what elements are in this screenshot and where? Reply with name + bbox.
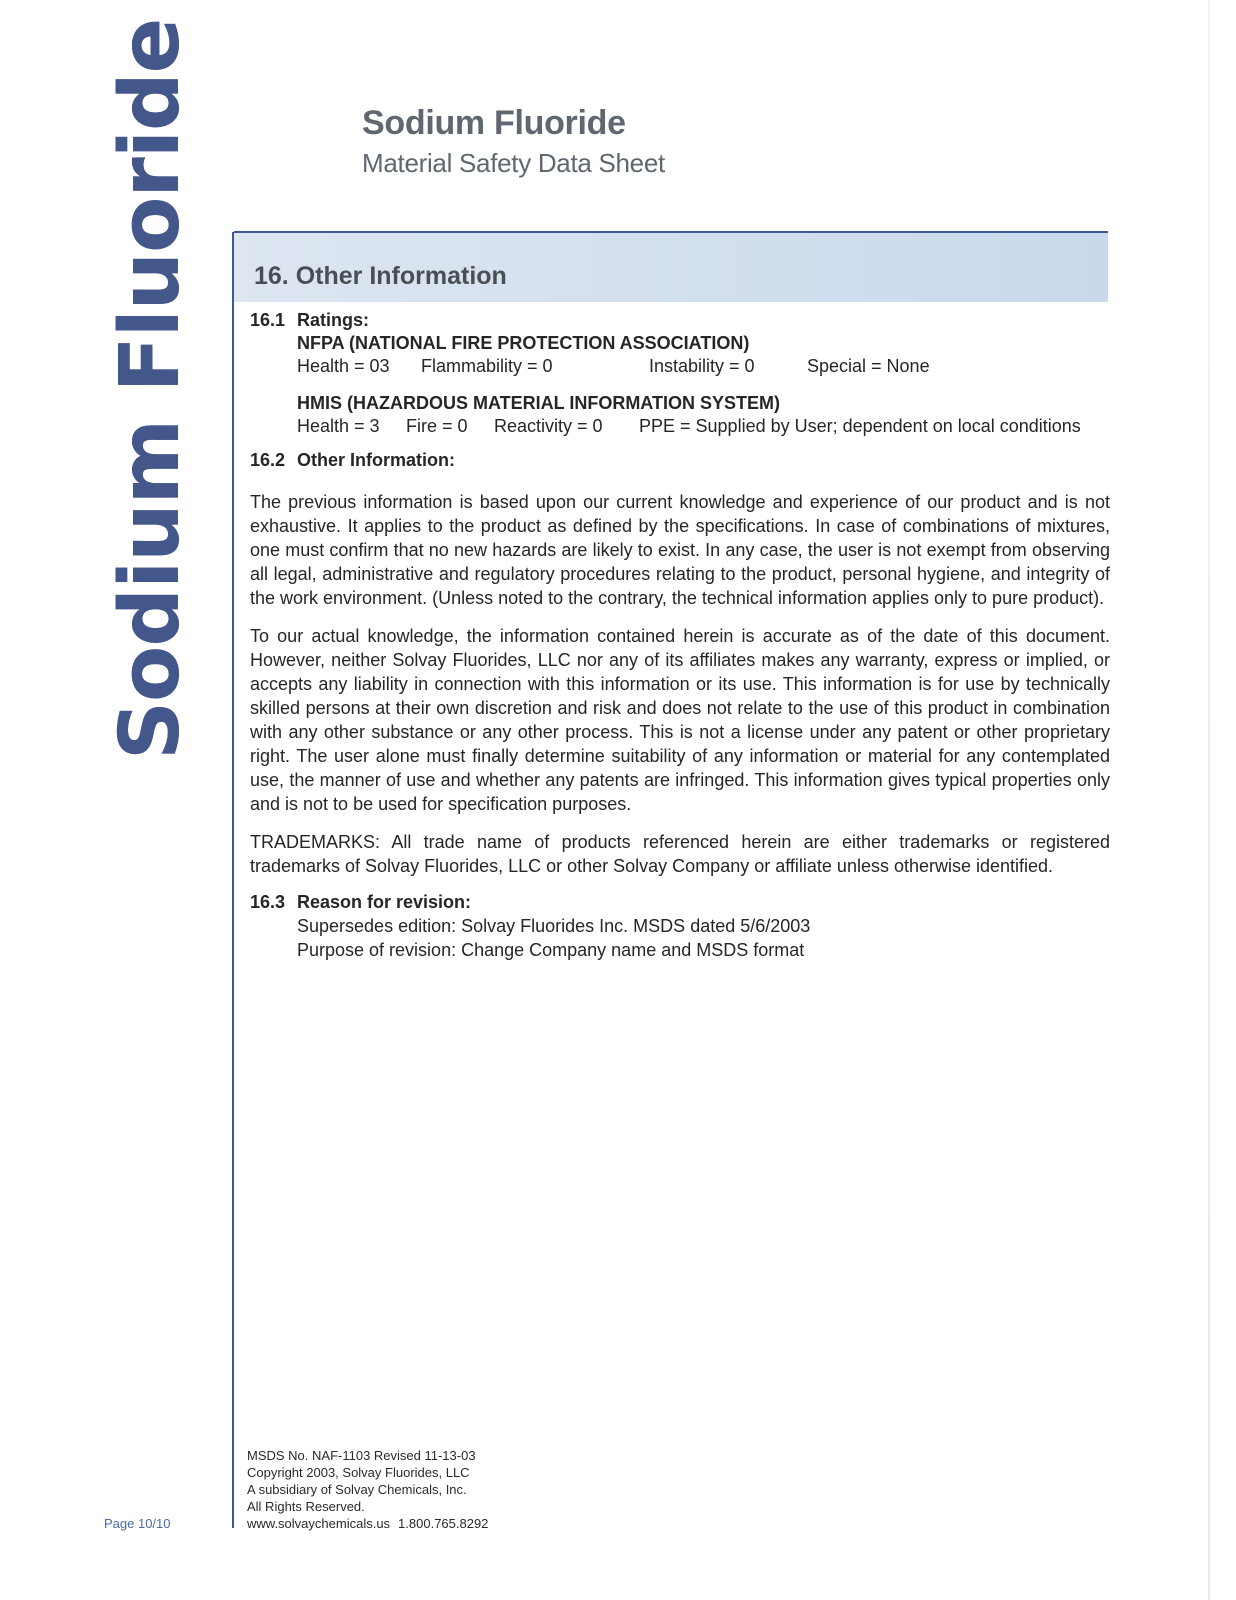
revision-number: 16.3 [250, 892, 286, 912]
footer-subsidiary: A subsidiary of Solvay Chemicals, Inc. [247, 1482, 467, 1497]
hmis-ratings-row [297, 414, 1110, 438]
footer [247, 1447, 488, 1532]
side-title: Sodium Fluoride [103, 18, 198, 760]
other-info-number: 16.2 [250, 450, 286, 470]
footer-contact [247, 1515, 488, 1532]
ratings-heading [250, 308, 1110, 332]
hmis-block [250, 392, 1110, 438]
revision-label: Reason for revision: [297, 892, 472, 912]
other-info-paragraph: The previous information is based upon our current knowledge and experience of our product and is not exhaustive. It applies to the product as defined by the specifications. In case of combinations of mixtures, one must confirm that no new hazards are likely to exist. In any case, the user is not exempt from observing all legal, administrative and regulatory procedures relating to the product, personal hygiene, and integrity of the work environment. (Unless noted to the contrary, the technical information applies only to pure product). [250, 492, 1110, 608]
hmis-reactivity: Reactivity = 0 [494, 416, 603, 436]
trademarks-paragraph: TRADEMARKS: All trade name of products referenced herein are either trademarks or registered trademarks of Solvay Fluorides, LLC or other Solvay Company or affiliate unless otherwise identified. [250, 832, 1110, 876]
page-edge-shadow [1208, 0, 1210, 1600]
nfpa-ratings-row [297, 354, 1110, 378]
nfpa-special: Special = None [807, 356, 930, 376]
ratings-label: Ratings: [297, 310, 369, 330]
footer-msds-number: MSDS No. NAF-1103 Revised 11-13-03 [247, 1448, 476, 1463]
document-title: Sodium Fluoride [362, 104, 626, 142]
ratings-number: 16.1 [250, 310, 286, 330]
footer-phone: 1.800.765.8292 [398, 1516, 489, 1531]
other-info-label: Other Information: [297, 450, 455, 470]
other-info-heading [250, 448, 1110, 472]
section-content [250, 308, 1110, 962]
revision-heading [250, 890, 1110, 914]
page-number: Page 10/10 [104, 1516, 171, 1531]
hmis-health: Health = 3 [297, 416, 380, 436]
vertical-rule [232, 232, 234, 1528]
section-title: 16. Other Information [254, 262, 507, 290]
hmis-heading: HMIS (HAZARDOUS MATERIAL INFORMATION SYSTEM) [297, 393, 780, 413]
hmis-fire: Fire = 0 [406, 416, 468, 436]
footer-rights: All Rights Reserved. [247, 1499, 365, 1514]
nfpa-block [250, 332, 1110, 378]
revision-purpose: Purpose of revision: Change Company name and MSDS format [297, 940, 805, 960]
revision-block [250, 914, 1110, 962]
section-header-band [234, 231, 1108, 302]
other-info-paragraph: To our actual knowledge, the information contained herein is accurate as of the date of this document. However, neither Solvay Fluorides, LLC nor any of its affiliates makes any warranty, express or implied, or accepts any liability in connection with this information or its use. This information is for use by technically skilled persons at their own discretion and risk and does not relate to the use of this product in combination with any other substance or any other process. This is not a license under any patent or other proprietary right. The user alone must finally determine suitability of any information or material for any contemplated use, the manner of use and whether any patents are infringed. This information gives typical properties only and is not to be used for specification purposes. [250, 626, 1110, 814]
footer-website: www.solvaychemicals.us [247, 1516, 391, 1531]
nfpa-heading: NFPA (NATIONAL FIRE PROTECTION ASSOCIATION) [297, 333, 750, 353]
nfpa-flammability: Flammability = 0 [421, 356, 553, 376]
footer-copyright: Copyright 2003, Solvay Fluorides, LLC [247, 1465, 470, 1480]
document-subtitle: Material Safety Data Sheet [362, 148, 665, 178]
nfpa-instability: Instability = 0 [649, 356, 755, 376]
hmis-ppe: PPE = Supplied by User; dependent on local conditions [639, 416, 1081, 436]
nfpa-health: Health = 03 [297, 356, 390, 376]
revision-supersedes: Supersedes edition: Solvay Fluorides Inc. MSDS dated 5/6/2003 [297, 916, 811, 936]
